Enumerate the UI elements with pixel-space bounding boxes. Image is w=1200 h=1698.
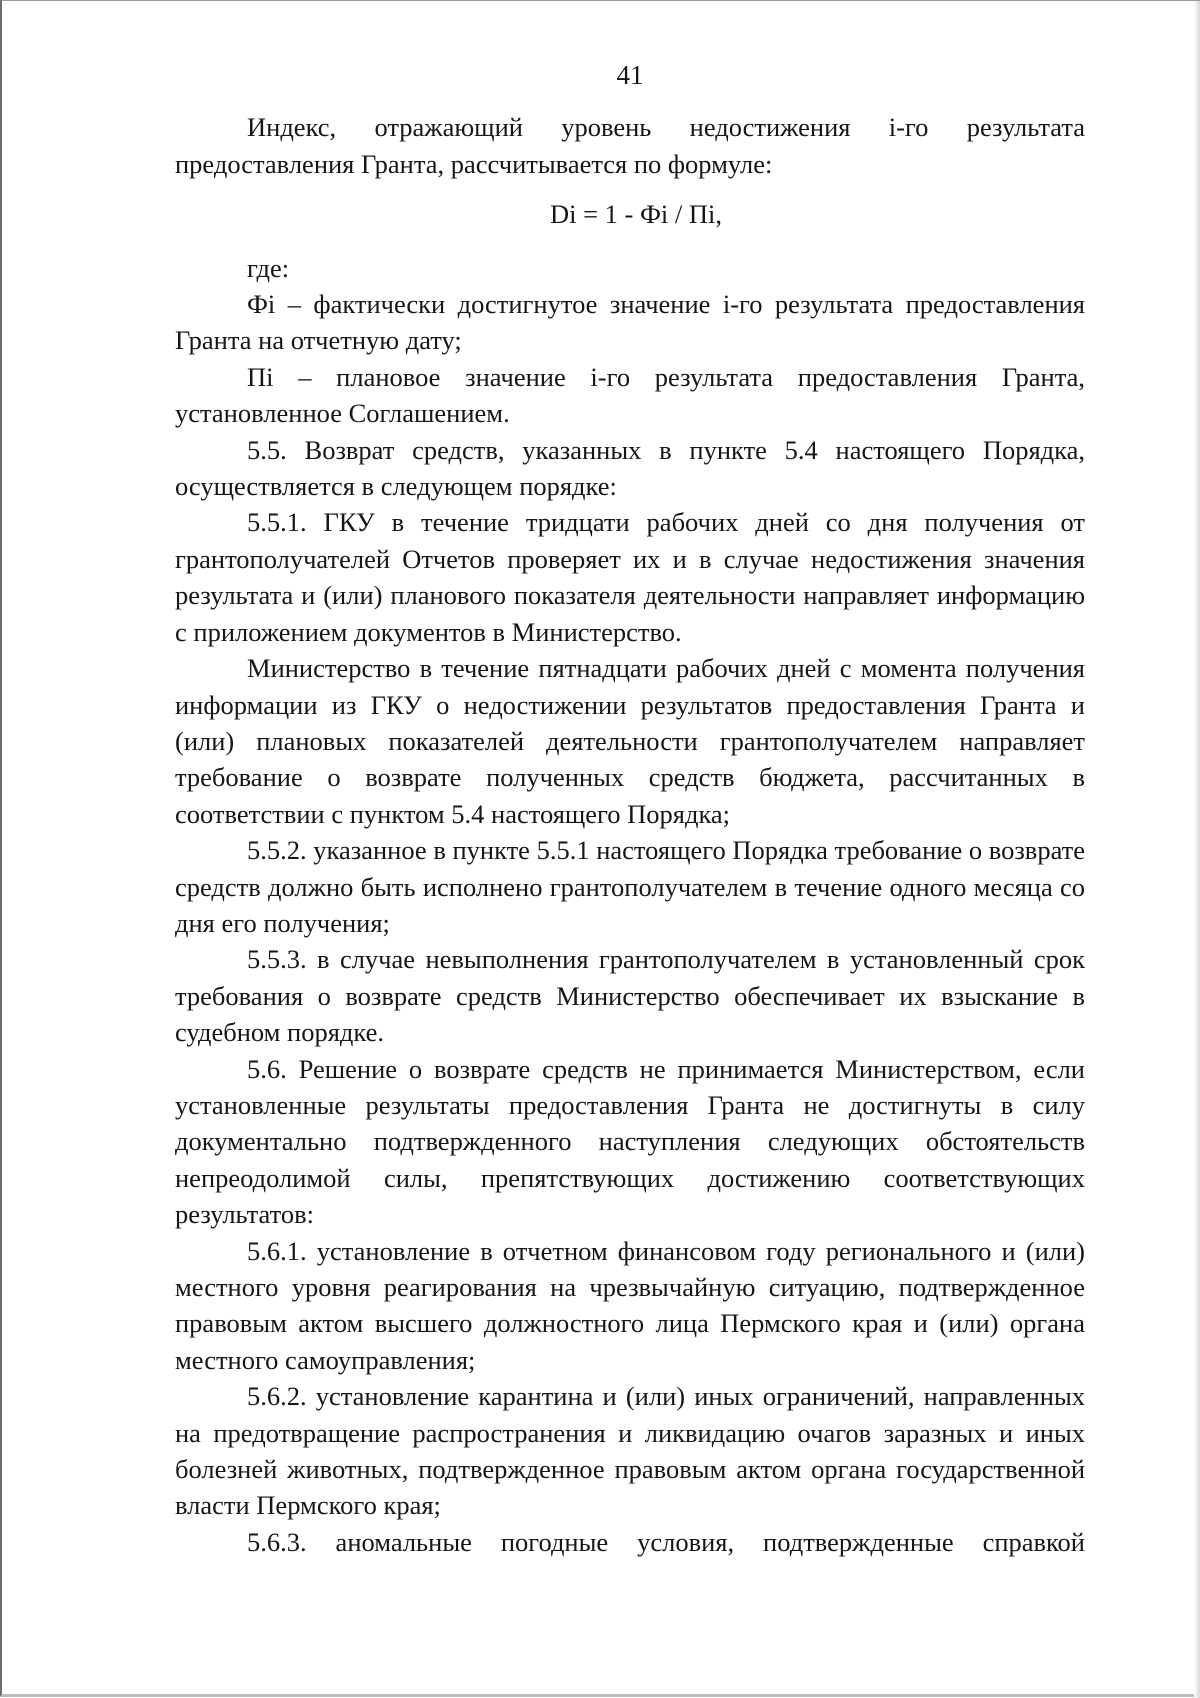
paragraph-ministry-requirement: Министерство в течение пятнадцати рабочих дней с момента получения информации из ГКУ о недостижении результатов предоставления Гранта и (или) плановых показателей деятельности грантополучателем направляет требование о возврате полученных средств бюджета, рассчитанных в соответствии с пунктом 5.4 настоящего Порядка;	[175, 653, 1085, 829]
paragraph-5-5-1: 5.5.1. ГКУ в течение тридцати рабочих дней со дня получения от грантополучателей Отчетов проверяет их и в случае недостижения значения результата и (или) планового показателя деятельности направляет информацию с приложением документов в Министерство.	[175, 507, 1085, 647]
paragraph-5-6-3: 5.6.3. аномальные погодные условия, подтвержденные справкой	[247, 1526, 1085, 1557]
paragraph-5-6-1: 5.6.1. установление в отчетном финансовом году регионального и (или) местного уровня реагирования на чрезвычайную ситуацию, подтвержденное правовым актом высшего должностного лица Пермского края и (или) органа местного самоуправления;	[175, 1235, 1085, 1375]
paragraph-pi-definition: Пi – плановое значение i-го результата предоставления Гранта, установленное Соглашением.	[175, 361, 1085, 429]
paragraph-5-6-2: 5.6.2. установление карантина и (или) иных ограничений, направленных на предотвращение распространения и ликвидацию очагов заразных и иных болезней животных, подтвержденное правовым актом органа государственной власти Пермского края;	[175, 1381, 1085, 1521]
paragraph-5-5: 5.5. Возврат средств, указанных в пункте 5.4 настоящего Порядка, осуществляется в следующем порядке:	[175, 434, 1085, 502]
scan-edge	[1194, 1, 1200, 1698]
paragraph-5-5-2: 5.5.2. указанное в пункте 5.5.1 настоящего Порядка требование о возврате средств должно быть исполнено грантополучателем в течение одного месяца со дня его получения;	[175, 835, 1085, 938]
paragraph-where: где:	[247, 252, 290, 283]
paragraph-5-6: 5.6. Решение о возврате средств не принимается Министерством, если установленные результаты предоставления Гранта не достигнуты в силу документально подтвержденного наступления следующих обстоятельств непреодолимой силы, препятствующих достижению соответствующих результатов:	[175, 1053, 1085, 1230]
page-number: 41	[616, 60, 644, 90]
formula: Di = 1 - Фi / Пi,	[549, 199, 723, 230]
paragraph-fi-definition: Фi – фактически достигнутое значение i-го результата предоставления Гранта на отчетную дату;	[175, 289, 1085, 356]
document-body	[175, 57, 1085, 1560]
paragraph-5-5-3: 5.5.3. в случае невыполнения грантополучателем в установленный срок требования о возврате средств Министерство обеспечивает их взыскание в судебном порядке.	[175, 944, 1085, 1048]
paragraph-index-definition: Индекс, отражающий уровень недостижения i-го результата предоставления Гранта, рассчитывается по формуле:	[175, 112, 1085, 179]
